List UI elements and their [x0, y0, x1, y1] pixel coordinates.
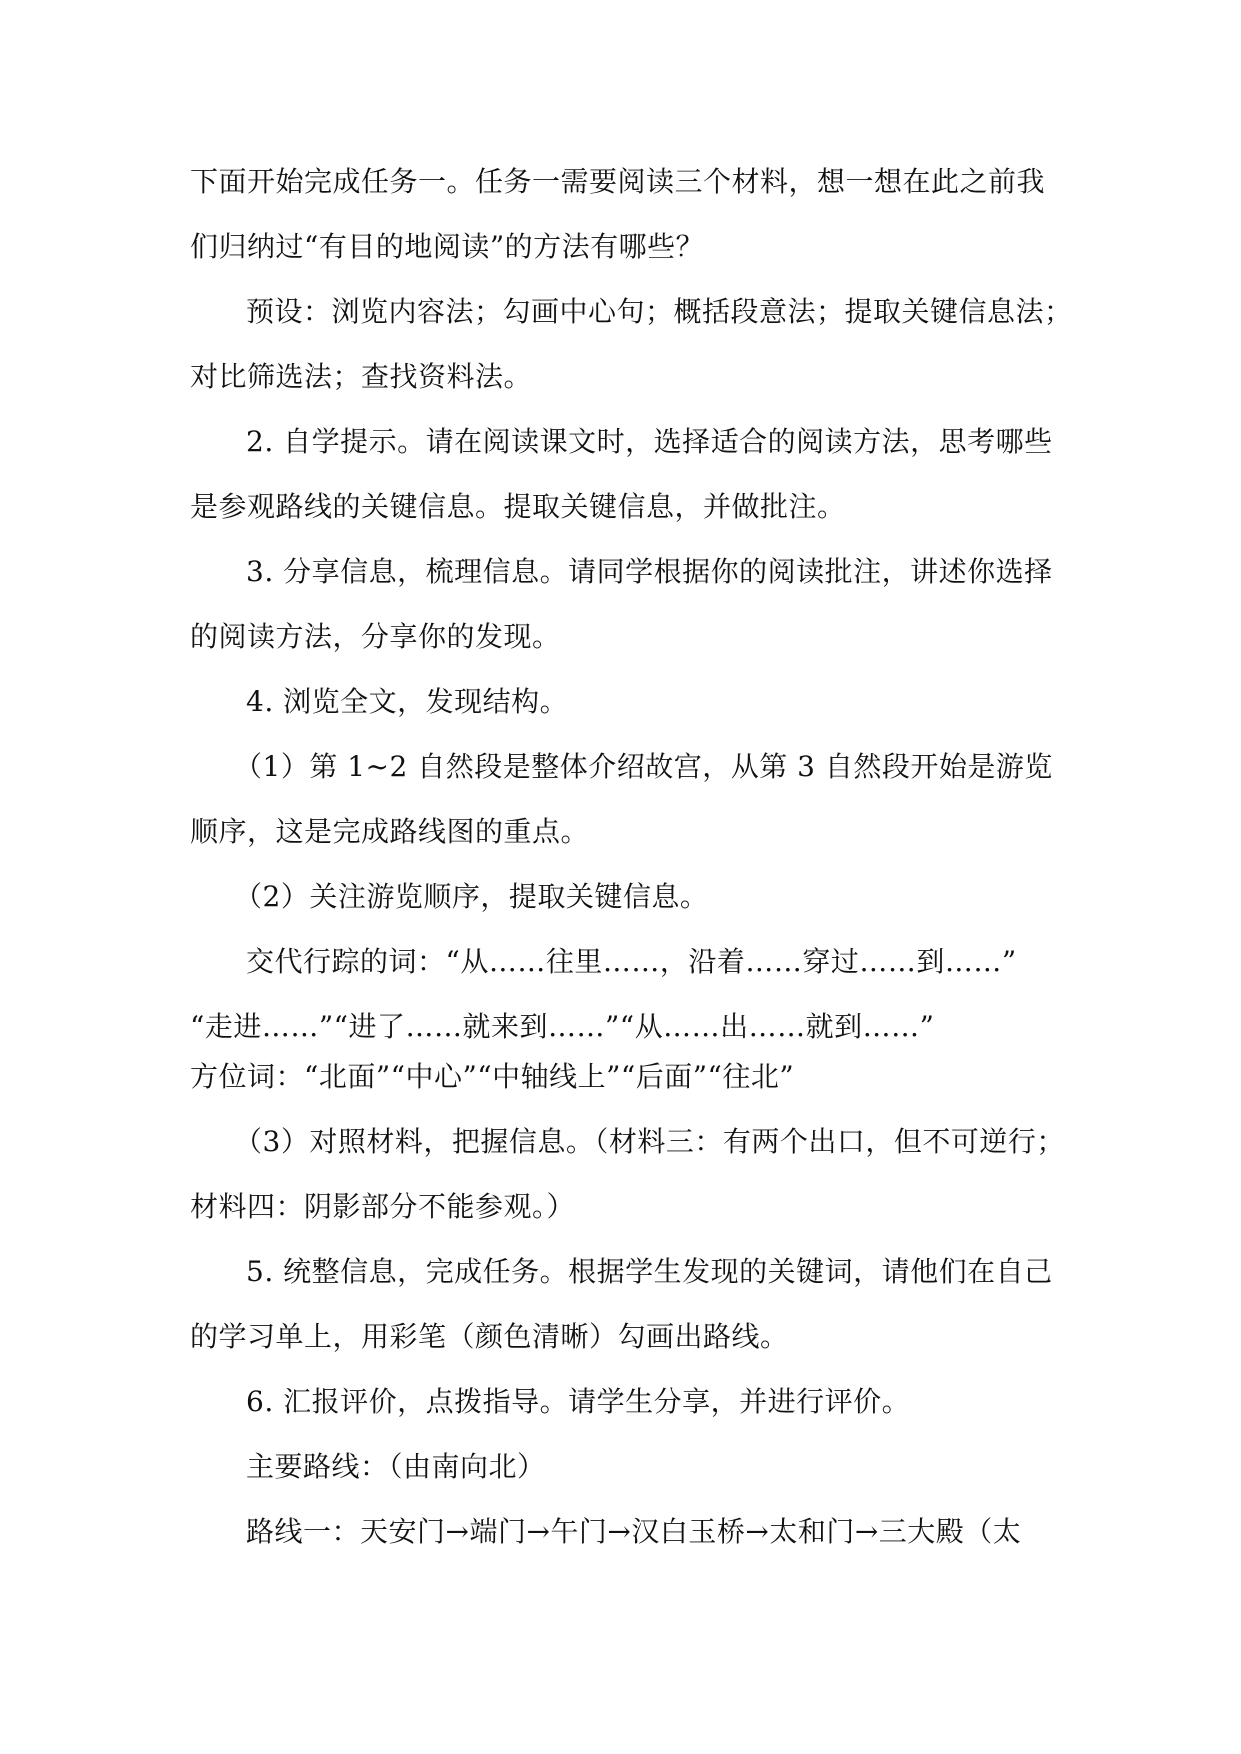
text-line-19: 的学习单上，用彩笔（颜色清晰）勾画出路线。	[190, 1320, 789, 1353]
text-line-6: 是参观路线的关键信息。提取关键信息，并做批注。	[190, 490, 846, 523]
text-line-11: 顺序，这是完成路线图的重点。	[190, 815, 590, 848]
document-body	[190, 160, 1073, 1575]
text-line-16: （3）对照材料，把握信息。（材料三：有两个出口，但不可逆行；	[234, 1125, 1065, 1158]
text-line-7: 3. 分享信息，梳理信息。请同学根据你的阅读批注，讲述你选择	[246, 555, 1053, 588]
text-line-18: 5. 统整信息，完成任务。根据学生发现的关键词，请他们在自己	[246, 1255, 1053, 1288]
text-line-10: （1）第 1~2 自然段是整体介绍故宫，从第 3 自然段开始是游览	[234, 750, 1053, 783]
text-line-14: “走进……”“进了……就来到……”“从……出……就到……”	[190, 1010, 935, 1043]
text-line-8: 的阅读方法，分享你的发现。	[190, 620, 561, 653]
text-line-3: 预设：浏览内容法；勾画中心句；概括段意法；提取关键信息法；	[246, 295, 1073, 328]
text-line-13: 交代行踪的词：“从……往里……，沿着……穿过……到……”	[246, 945, 1017, 978]
text-line-20: 6. 汇报评价，点拨指导。请学生分享，并进行评价。	[246, 1385, 911, 1418]
text-line-4: 对比筛选法；查找资料法。	[190, 360, 533, 393]
text-line-1: 下面开始完成任务一。任务一需要阅读三个材料，想一想在此之前我	[190, 165, 1046, 198]
text-line-9: 4. 浏览全文，发现结构。	[246, 685, 569, 718]
text-line-22: 路线一：天安门→端门→午门→汉白玉桥→太和门→三大殿（太	[246, 1515, 1022, 1548]
text-line-12: （2）关注游览顺序，提取关键信息。	[234, 880, 709, 913]
text-line-17: 材料四：阴影部分不能参观。）	[190, 1190, 576, 1223]
text-line-15: 方位词：“北面”“中心”“中轴线上”“后面”“往北”	[190, 1060, 795, 1093]
text-line-21: 主要路线：（由南向北）	[246, 1450, 546, 1483]
text-line-2: 们归纳过“有目的地阅读”的方法有哪些？	[190, 230, 705, 263]
text-line-5: 2. 自学提示。请在阅读课文时，选择适合的阅读方法，思考哪些	[246, 425, 1053, 458]
